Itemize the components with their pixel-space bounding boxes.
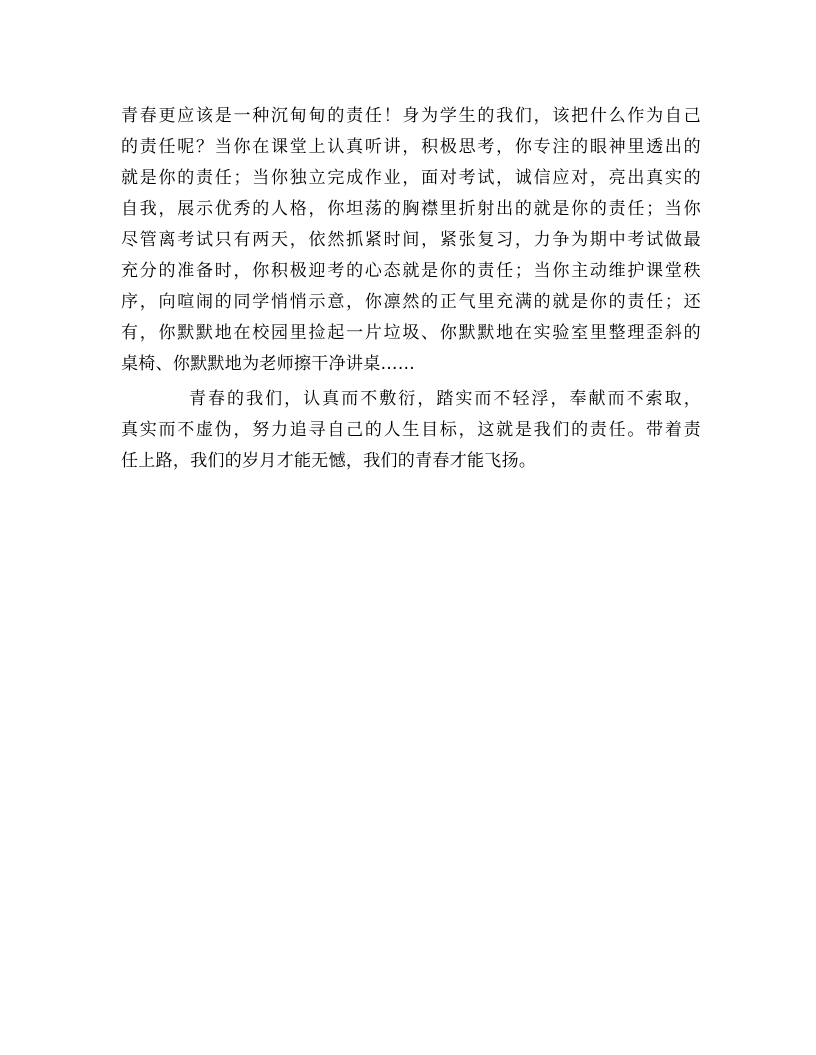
text-line: 序，向喧闹的同学悄悄示意，你凛然的正气里充满的就是你的责任；还 bbox=[121, 292, 701, 312]
text-line: 青春的我们，认真而不敷衍，踏实而不轻浮，奉献而不索取， bbox=[189, 389, 701, 409]
text-line: 尽管离考试只有两天，依然抓紧时间，紧张复习，力争为期中考试做最 bbox=[121, 230, 701, 250]
text-line: 自我，展示优秀的人格，你坦荡的胸襟里折射出的就是你的责任；当你 bbox=[121, 199, 701, 219]
text-line: 任上路，我们的岁月才能无憾，我们的青春才能飞扬。 bbox=[121, 451, 537, 471]
text-line: 充分的准备时，你积极迎考的心态就是你的责任；当你主动维护课堂秩 bbox=[121, 261, 701, 281]
paragraph bbox=[121, 384, 701, 477]
paragraph bbox=[121, 101, 701, 380]
text-line: 真实而不虚伪，努力追寻自己的人生目标，这就是我们的责任。带着责 bbox=[121, 420, 701, 440]
document-body bbox=[121, 101, 701, 477]
text-line: 的责任呢？当你在课堂上认真听讲，积极思考，你专注的眼神里透出的 bbox=[121, 137, 701, 157]
text-line: 就是你的责任；当你独立完成作业，面对考试，诚信应对，亮出真实的 bbox=[121, 168, 701, 188]
text-line: 青春更应该是一种沉甸甸的责任！身为学生的我们，该把什么作为自己 bbox=[121, 106, 701, 126]
text-line: 桌椅、你默默地为老师擦干净讲桌…… bbox=[121, 354, 416, 374]
text-line: 有，你默默地在校园里捡起一片垃圾、你默默地在实验室里整理歪斜的 bbox=[121, 323, 701, 343]
